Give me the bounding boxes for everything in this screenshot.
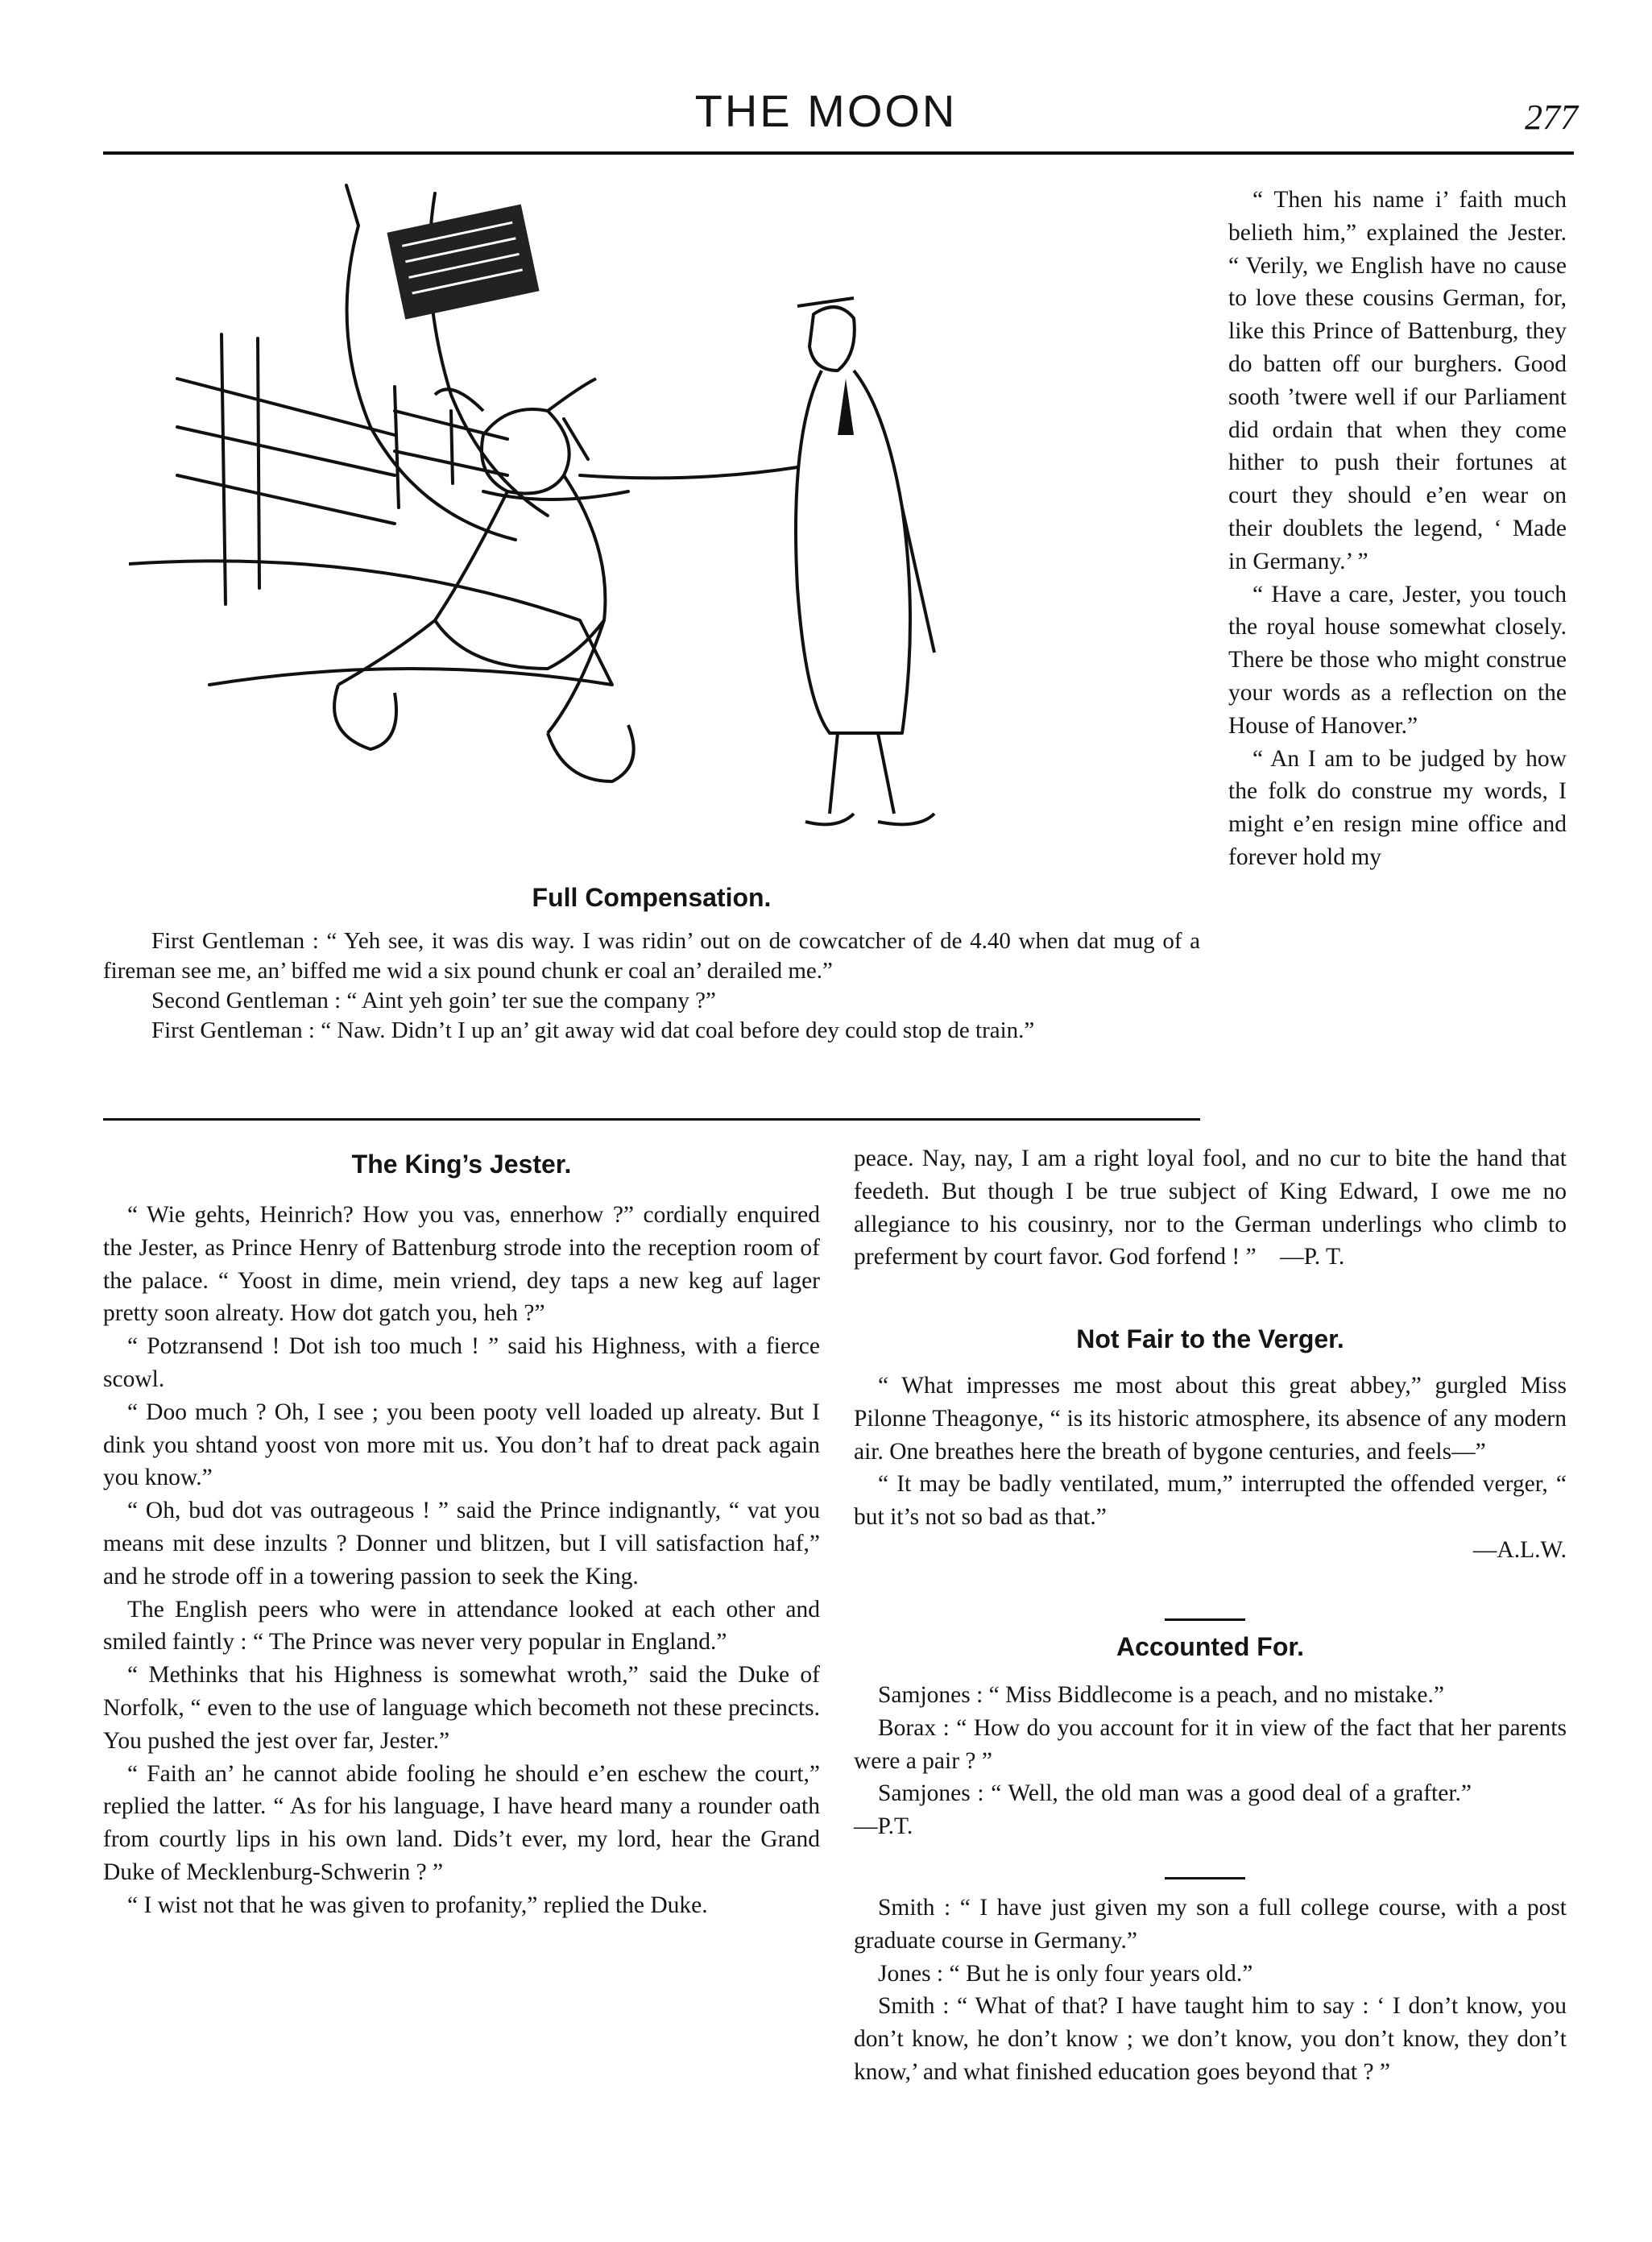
smith-story	[854, 1892, 1567, 2089]
jester-paragraph: “ Doo much ? Oh, I see ; you been pooty vell loaded up alreaty. But I dink you shtand yoost von more mit us. You don’t haf to dreat pack again you know.”	[103, 1399, 820, 1491]
jester-paragraph: “ Wie gehts, Heinrich? How you vas, ennerhow ?” cordially enquired the Jester, as Prince Henry of Battenburg strode into the reception room of the palace. “ Yoost in dime, mein vriend, dey taps a new keg auf lager pretty soon alreaty. How dot gatch you, heh ?”	[103, 1202, 820, 1327]
short-rule	[1165, 1618, 1245, 1621]
verger-paragraph: “ It may be badly ventilated, mum,” interrupted the offended verger, “ but it’s not so bad as that.”	[854, 1471, 1567, 1531]
jester-paragraph: “ Oh, bud dot vas outrageous ! ” said the Prince indignantly, “ vat you means mit dese inzults ? Donner und blitzen, but I vill satisfaction haf,” and he strode off in a towering passion to seek the King.	[103, 1498, 820, 1589]
cartoon-caption-title: Full Compensation.	[532, 883, 772, 912]
verger-signature: —A.L.W.	[1472, 1536, 1567, 1563]
caption-line: First Gentleman : “ Yeh see, it was dis way. I was ridin’ out on de cowcatcher of de 4.40 when dat mug of a fireman see me, an’ biffed me wid a six pound chunk er coal an’ derailed me.”	[103, 928, 1200, 984]
section-rule	[103, 1118, 1200, 1121]
jester-paragraph: “ Faith an’ he cannot abide fooling he should e’en eschew the court,” replied the latter. “ As for his language, I have heard many a rounder oath from courtly lips in his own land. Dids’t ever, my lord, hear the Grand Duke of Mecklenburg-Schwerin ? ”	[103, 1760, 820, 1885]
caption-line: Second Gentleman : “ Aint yeh goin’ ter sue the company ?”	[151, 988, 716, 1013]
jester-continuation: peace. Nay, nay, I am a right loyal fool, and no cur to bite the hand that feedeth. But though I be true subject of King Edward, I owe me no allegiance to his cousinry, nor to the German underlings who climb to preferment by court favor. God forfend ! ” —P. T.	[854, 1146, 1567, 1270]
accounted-story	[854, 1679, 1567, 1843]
short-rule	[1165, 1877, 1245, 1879]
accounted-title: Accounted For.	[1116, 1632, 1304, 1661]
jester-paragraph: “ Methinks that his Highness is somewhat wroth,” said the Duke of Norfolk, “ even to the use of language which becometh not these precincts. You pushed the jest over far, Jester.”	[103, 1662, 820, 1754]
jester-paragraph: “ Potzransend ! Dot ish too much ! ” said his Highness, with a fierce scowl.	[103, 1333, 820, 1392]
accounted-paragraph: Samjones : “ Miss Biddlecome is a peach, and no mistake.”	[878, 1682, 1444, 1708]
header-rule	[103, 151, 1574, 155]
jester-paragraph: “ I wist not that he was given to profanity,” replied the Duke.	[127, 1892, 708, 1918]
verger-paragraph: “ What impresses me most about this great abbey,” gurgled Miss Pilonne Theagonye, “ is its historic atmosphere, its absence of any modern air. One breathes here the breath of bygone centuries, and feels—”	[854, 1373, 1567, 1465]
jester-paragraph: “ Have a care, Jester, you touch the royal house somewhat closely. There be those who might construe your words as a reflection on the House of Hanover.”	[1228, 581, 1567, 739]
smith-paragraph: Smith : “ What of that? I have taught him to say : ‘ I don’t know, you don’t know, he don’t know ; we don’t know, you don’t know, they don’t know,’ and what finished education goes beyond that ? ”	[854, 1993, 1567, 2085]
jester-left-column	[103, 1199, 820, 1922]
caption-line: First Gentleman : “ Naw. Didn’t I up an’ git away wid dat coal before dey could stop de train.”	[151, 1017, 1035, 1043]
cartoon-caption	[103, 926, 1200, 1046]
jester-right-column	[1228, 184, 1567, 874]
smith-paragraph: Smith : “ I have just given my son a full college course, with a post graduate course in Germany.”	[854, 1895, 1567, 1954]
cartoon-illustration	[129, 169, 1208, 870]
jester-paragraph: “ An I am to be judged by how the folk do construe my words, I might e’en resign mine office and forever hold my	[1228, 745, 1567, 870]
page-number: 277	[1525, 97, 1578, 137]
right-column-lower	[854, 1142, 1567, 1274]
accounted-paragraph: Samjones : “ Well, the old man was a good deal of a grafter.” —P.T.	[854, 1780, 1567, 1840]
verger-story	[854, 1370, 1567, 1567]
page-title: THE MOON	[694, 85, 958, 136]
jester-paragraph: “ Then his name i’ faith much belieth him,” explained the Jester. “ Verily, we English have no cause to love these cousins German, for, like this Prince of Battenburg, they do batten off our burghers. Good sooth ’twere well if our Parliament did ordain that when they come hither to push their fortunes at court they should e’en wear on their doublets the legend, ‘ Made in Germany.’ ”	[1228, 187, 1567, 574]
accounted-paragraph: Borax : “ How do you account for it in view of the fact that her parents were a pair ? ”	[854, 1714, 1567, 1774]
verger-title: Not Fair to the Verger.	[1076, 1324, 1344, 1353]
jester-paragraph: The English peers who were in attendance looked at each other and smiled faintly : “ The Prince was never very popular in England.”	[103, 1596, 820, 1656]
smith-paragraph: Jones : “ But he is only four years old.”	[878, 1960, 1253, 1987]
jester-title: The King’s Jester.	[351, 1150, 572, 1179]
